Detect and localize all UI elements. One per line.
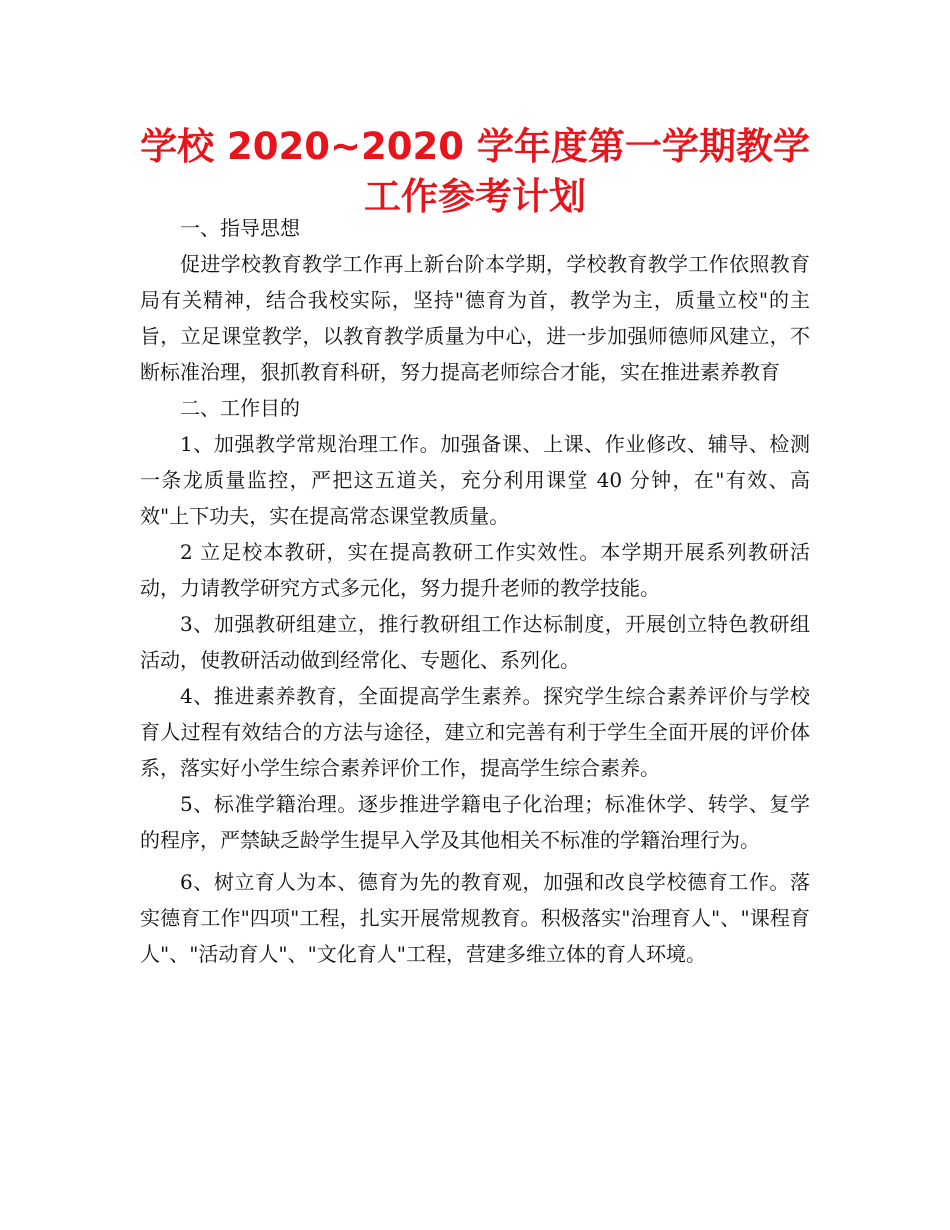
paragraph-guiding-ideology: 促进学校教育教学工作再上新台阶本学期，学校教育教学工作依照教育局有关精神，结合我校实际，坚持"德育为首，教学为主，质量立校"的主旨，立足课堂教学，以教育教学质量为中心，进一步加强师德师风建立，不断标准治理，狠抓教育科研，努力提高老师综合才能，实在推进素养教育 [140,252,810,384]
paragraph-goal-2: 2 立足校本教研，实在提高教研工作实效性。本学期开展系列教研活动，力请教学研究方式多元化，努力提升老师的教学技能。 [140,540,810,600]
section-heading-work-goals: 二、工作目的 [180,396,300,420]
paragraph-goal-3: 3、加强教研组建立，推行教研组工作达标制度，开展创立特色教研组活动，使教研活动做到经常化、专题化、系列化。 [140,612,810,672]
paragraph-goal-4: 4、推进素养教育，全面提高学生素养。探究学生综合素养评价与学校育人过程有效结合的方法与途径，建立和完善有利于学生全面开展的评价体系，落实好小学生综合素养评价工作，提高学生综合素养。 [140,684,810,780]
paragraph-goal-1: 1、加强教学常规治理工作。加强备课、上课、作业修改、辅导、检测一条龙质量监控，严把这五道关，充分利用课堂 40 分钟，在"有效、高效"上下功夫，实在提高常态课堂教质量。 [140,432,810,528]
document-body [140,210,810,972]
paragraph-goal-5: 5、标准学籍治理。逐步推进学籍电子化治理；标准休学、转学、复学的程序，严禁缺乏龄学生提早入学及其他相关不标准的学籍治理行为。 [140,792,810,852]
section-heading-guiding-ideology: 一、指导思想 [180,216,300,240]
document-title: 学校 2020~2020 学年度第一学期教学工作参考计划 [140,125,810,218]
paragraph-goal-6: 6、树立育人为本、德育为先的教育观，加强和改良学校德育工作。落实德育工作"四项"工程，扎实开展常规教育。积极落实"治理育人"、"课程育人"、"活动育人"、"文化育人"工程，营建多维立体的育人环境。 [140,870,810,966]
